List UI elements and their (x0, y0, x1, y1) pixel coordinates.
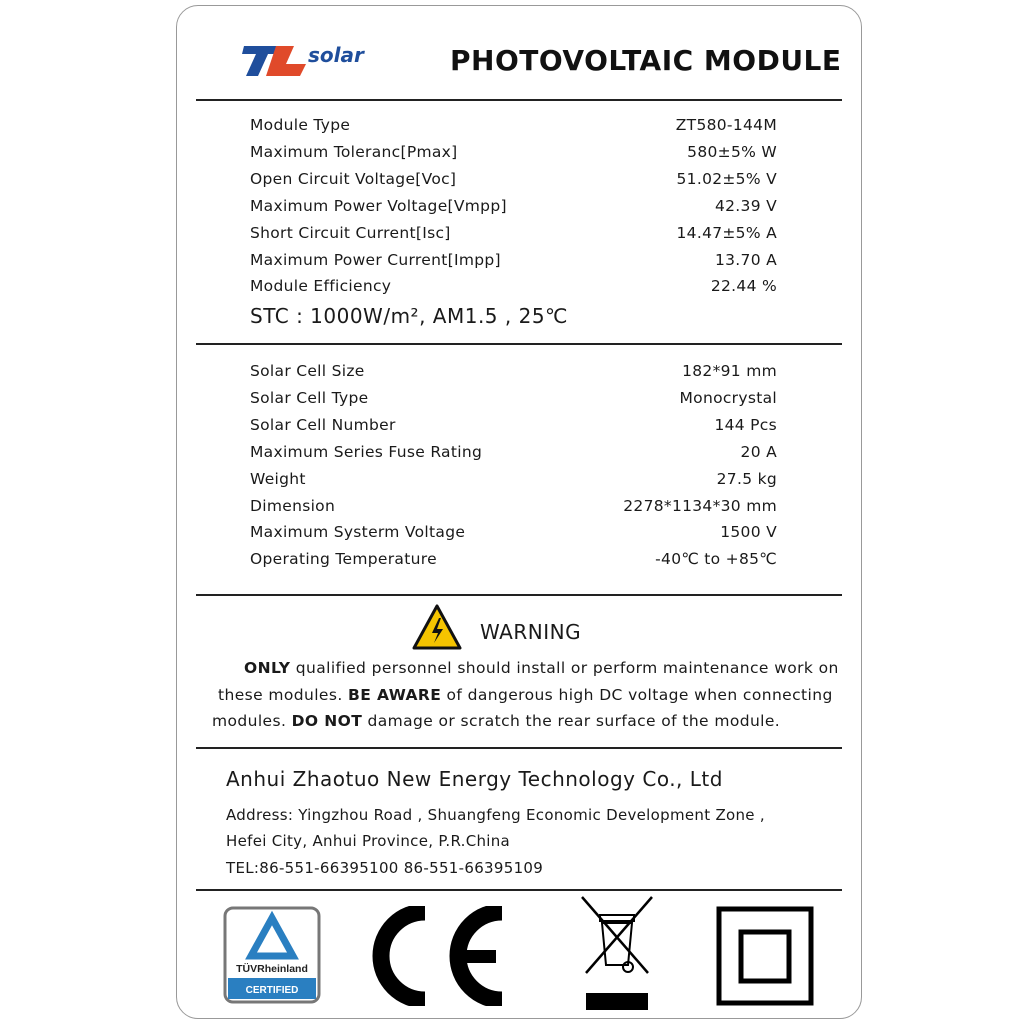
spec-value: Monocrystal (679, 388, 777, 407)
address-line-1: Address: Yingzhou Road , Shuangfeng Economic Development Zone , (226, 806, 765, 824)
spec-row (250, 550, 777, 574)
spec-value: ZT580-144M (675, 116, 777, 134)
spec-row (250, 470, 777, 494)
divider (196, 343, 842, 345)
spec-row (250, 523, 777, 547)
spec-row (250, 497, 777, 521)
high-voltage-warning-icon (412, 604, 462, 650)
spec-label: Solar Cell Type (250, 388, 369, 407)
divider (196, 594, 842, 596)
warning-title: WARNING (480, 620, 582, 644)
spec-value: -40℃ to +85℃ (655, 550, 777, 569)
spec-row (250, 197, 777, 221)
spec-label: Open Circuit Voltage[Voc] (250, 169, 457, 188)
spec-value: 22.44 % (710, 277, 777, 296)
tl-solar-logo (242, 40, 442, 80)
spec-value: 144 Pcs (714, 415, 777, 434)
spec-value: 13.70 A (714, 250, 777, 269)
spec-label: Maximum Series Fuse Rating (250, 442, 483, 461)
class-ii-double-insulation-icon (716, 906, 814, 1006)
spec-label: Maximum Toleranc[Pmax] (250, 142, 458, 161)
spec-label: Solar Cell Number (250, 415, 396, 434)
svg-text:CERTIFIED: CERTIFIED (245, 985, 299, 996)
spec-value: 42.39 V (714, 196, 777, 215)
spec-label: Operating Temperature (250, 550, 437, 569)
spec-row (250, 224, 777, 248)
spec-label: Dimension (250, 496, 336, 515)
warning-line-2: these modules. BE AWARE of dangerous high DC voltage when connecting (218, 686, 833, 704)
spec-label: Short Circuit Current[Isc] (250, 223, 451, 242)
spec-row (250, 416, 777, 440)
spec-row (250, 443, 777, 467)
ce-mark-icon (370, 906, 510, 1006)
warning-line-1: ONLY qualified personnel should install or perform maintenance work on (244, 659, 839, 677)
svg-text:TÜVRheinland: TÜVRheinland (236, 963, 308, 975)
spec-row (250, 362, 777, 386)
spec-value: 1500 V (720, 523, 777, 542)
spec-label: Maximum Systerm Voltage (250, 523, 466, 542)
spec-value: 51.02±5% V (676, 169, 777, 188)
spec-value: 20 A (740, 442, 777, 461)
spec-label: Module Efficiency (250, 277, 392, 296)
svg-text:solar: solar (308, 43, 364, 67)
divider (196, 747, 842, 749)
divider (196, 889, 842, 891)
warning-line-3: modules. DO NOT damage or scratch the rear surface of the module. (212, 712, 781, 730)
telephone: TEL:86-551-66395100 86-551-66395109 (226, 859, 544, 877)
spec-value: 27.5 kg (716, 469, 777, 488)
spec-value: 182*91 mm (682, 362, 777, 380)
spec-value: 580±5% W (687, 142, 777, 161)
spec-row (250, 143, 777, 167)
page-title: PHOTOVOLTAIC MODULE (450, 44, 842, 77)
spec-label: Solar Cell Size (250, 362, 365, 380)
company-name: Anhui Zhaotuo New Energy Technology Co., Ltd (226, 767, 723, 791)
spec-label: Weight (250, 469, 306, 488)
spec-row (250, 116, 777, 140)
divider (196, 99, 842, 101)
spec-row (250, 277, 777, 301)
spec-row (250, 251, 777, 275)
spec-label: Maximum Power Current[Impp] (250, 250, 501, 269)
spec-row (250, 389, 777, 413)
weee-crossed-bin-icon (578, 895, 658, 1015)
spec-value: 2278*1134*30 mm (623, 496, 777, 515)
stc-conditions: STC : 1000W/m², AM1.5 , 25℃ (250, 304, 569, 328)
tuv-rheinland-certified-icon (223, 906, 321, 1004)
spec-row (250, 170, 777, 194)
address-line-2: Hefei City, Anhui Province, P.R.China (226, 832, 511, 850)
spec-label: Maximum Power Voltage[Vmpp] (250, 196, 507, 215)
spec-value: 14.47±5% A (676, 223, 777, 242)
spec-label: Module Type (250, 116, 351, 134)
